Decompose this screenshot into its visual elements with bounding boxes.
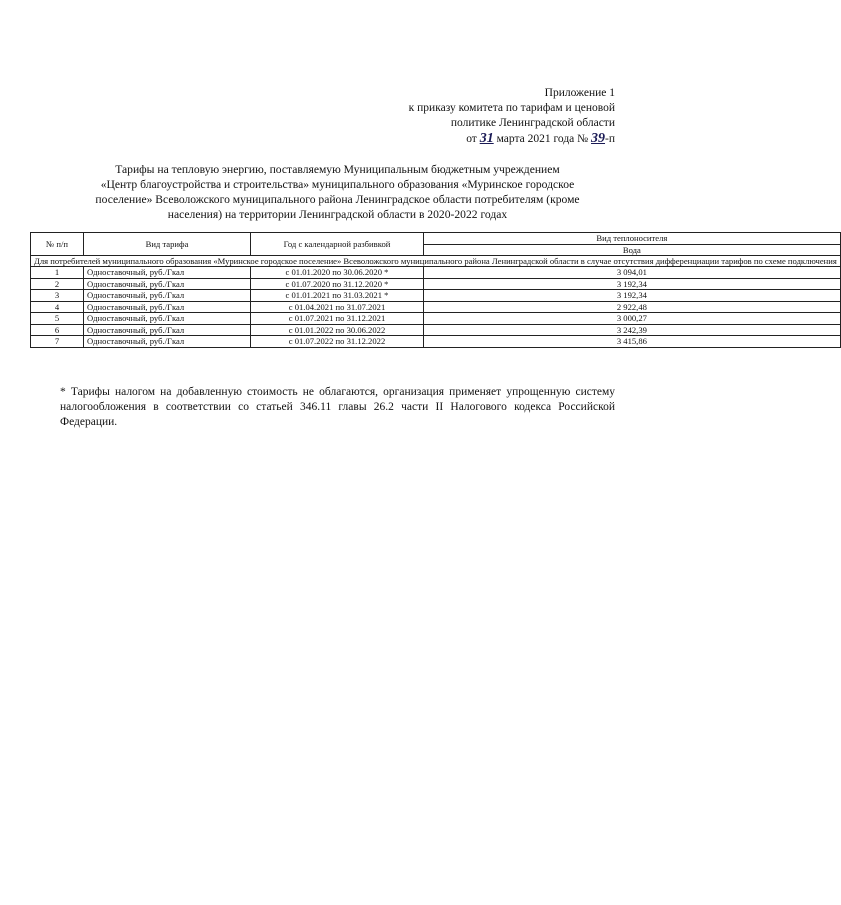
row-tariff-type: Одноставочный, руб./Гкал: [84, 301, 251, 313]
tariff-table: [30, 232, 841, 348]
date-prefix: от: [466, 133, 477, 145]
title-line-2: «Центр благоустройства и строительства» муниципального образования «Муринское городское: [100, 178, 575, 191]
order-suffix: -п: [605, 133, 615, 145]
row-num: 3: [31, 290, 84, 302]
row-value: 3 242,39: [424, 324, 841, 336]
row-value: 3 415,86: [424, 336, 841, 348]
appendix-line-3: политике Ленинградской области: [450, 117, 615, 129]
document-title: [60, 162, 615, 222]
title-line-3: поселение» Всеволожского муниципального района Ленинградское области потребителям (кроме: [95, 193, 580, 206]
header-period: Год с календарной разбивкой: [251, 233, 424, 256]
header-type: Вид тарифа: [84, 233, 251, 256]
group-label: Для потребителей муниципального образования «Муринское городское поселение» Всеволожского муниципального района Ленинградской области в случае отсутствия дифференциации тарифов по схеме подключения: [31, 256, 841, 267]
group-row: [31, 256, 841, 267]
row-period: с 01.07.2022 по 31.12.2022: [251, 336, 424, 348]
appendix-line-4: [340, 131, 615, 147]
row-value: 3 000,27: [424, 313, 841, 325]
header-carrier: Вид теплоносителя: [424, 233, 841, 245]
row-num: 7: [31, 336, 84, 348]
handwritten-day: 31: [479, 131, 494, 146]
row-num: 1: [31, 267, 84, 279]
row-period: с 01.01.2020 по 30.06.2020 *: [251, 267, 424, 279]
header-water: Вода: [424, 244, 841, 256]
row-period: с 01.04.2021 по 31.07.2021: [251, 301, 424, 313]
appendix-header: [340, 86, 615, 147]
row-tariff-type: Одноставочный, руб./Гкал: [84, 324, 251, 336]
row-period: с 01.01.2022 по 30.06.2022: [251, 324, 424, 336]
table-row: [31, 324, 841, 336]
row-tariff-type: Одноставочный, руб./Гкал: [84, 336, 251, 348]
row-period: с 01.07.2021 по 31.12.2021: [251, 313, 424, 325]
row-num: 6: [31, 324, 84, 336]
table-header-row: [31, 233, 841, 245]
row-tariff-type: Одноставочный, руб./Гкал: [84, 267, 251, 279]
row-tariff-type: Одноставочный, руб./Гкал: [84, 290, 251, 302]
table-row: [31, 267, 841, 279]
row-value: 3 094,01: [424, 267, 841, 279]
row-tariff-type: Одноставочный, руб./Гкал: [84, 313, 251, 325]
table-row: [31, 313, 841, 325]
title-line-4: населения) на территории Ленинградской области в 2020-2022 годах: [167, 208, 508, 221]
table-row: [31, 278, 841, 290]
appendix-line-2: к приказу комитета по тарифам и ценовой: [408, 102, 615, 114]
title-line-1: Тарифы на тепловую энергию, поставляемую Муниципальным бюджетным учреждением: [115, 163, 560, 176]
row-value: 3 192,34: [424, 290, 841, 302]
table-row: [31, 336, 841, 348]
date-mid: марта 2021 года №: [496, 133, 589, 145]
row-num: 4: [31, 301, 84, 313]
handwritten-order-number: 39: [591, 131, 606, 146]
row-period: с 01.01.2021 по 31.03.2021 *: [251, 290, 424, 302]
row-value: 3 192,34: [424, 278, 841, 290]
footnote: * Тарифы налогом на добавленную стоимость не облагаются, организация применяет упрощенную систему налогообложения в соответствии со статьей 346.11 главы 26.2 части II Налогового кодекса Российской Федерации.: [60, 386, 615, 428]
appendix-line-1: Приложение 1: [544, 87, 615, 99]
row-num: 2: [31, 278, 84, 290]
row-num: 5: [31, 313, 84, 325]
header-num: № п/п: [31, 233, 84, 256]
row-period: с 01.07.2020 по 31.12.2020 *: [251, 278, 424, 290]
table-row: [31, 301, 841, 313]
row-tariff-type: Одноставочный, руб./Гкал: [84, 278, 251, 290]
table-row: [31, 290, 841, 302]
row-value: 2 922,48: [424, 301, 841, 313]
